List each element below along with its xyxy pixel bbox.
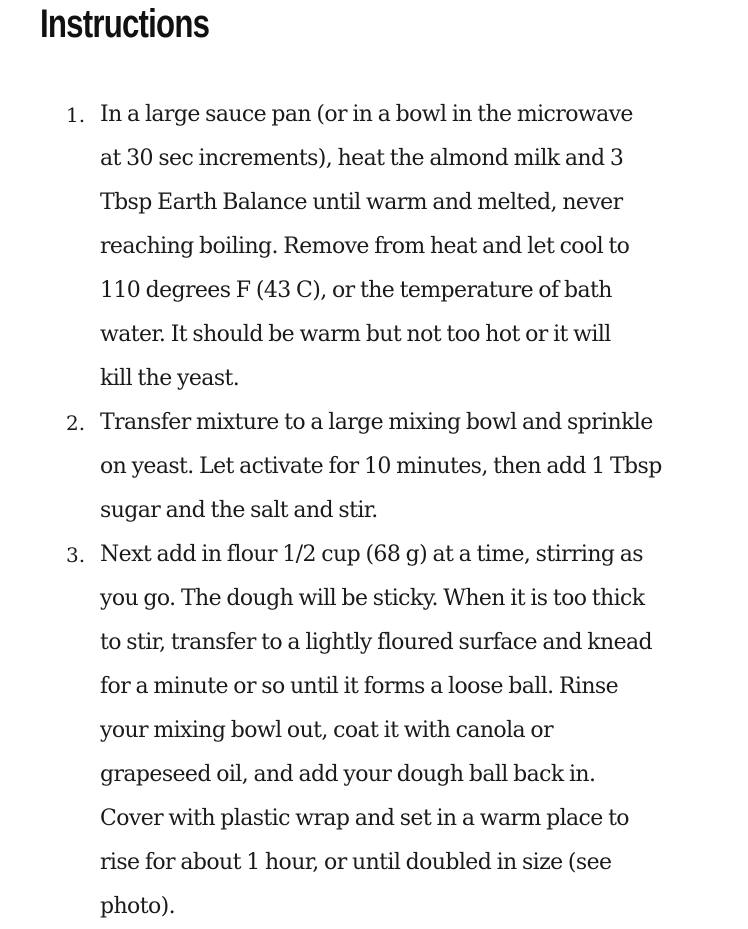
step-number: 1.: [66, 103, 86, 127]
instruction-step-3: [0, 533, 748, 929]
step-number: 2.: [66, 411, 86, 435]
instruction-list: [0, 93, 748, 929]
instruction-step-2: [0, 401, 748, 533]
section-heading: Instructions: [40, 2, 210, 46]
step-number: 3.: [66, 543, 86, 567]
instruction-step-1: [0, 93, 748, 401]
step-text: Next add in flour 1/2 cup (68 g) at a time, stirring as you go. The dough will be sticky. When it is too thick to stir, transfer to a lightly floured surface and knead for a minute or so until it forms a loose ball. Rinse your mixing bowl out, coat it with canola or grapeseed oil, and add your dough ball back in. Cover with plastic wrap and set in a warm place to rise for about 1 hour, or until doubled in size (see photo).: [100, 542, 653, 919]
step-text: Transfer mixture to a large mixing bowl and sprinkle on yeast. Let activate for 10 minutes, then add 1 Tbsp sugar and the salt and stir.: [100, 410, 662, 523]
step-text: In a large sauce pan (or in a bowl in the microwave at 30 sec increments), heat the almond milk and 3 Tbsp Earth Balance until warm and melted, never reaching boiling. Remove from heat and let cool to 110 degrees F (43 C), or the temperature of bath water. It should be warm but not too hot or it will kill the yeast.: [100, 102, 633, 391]
